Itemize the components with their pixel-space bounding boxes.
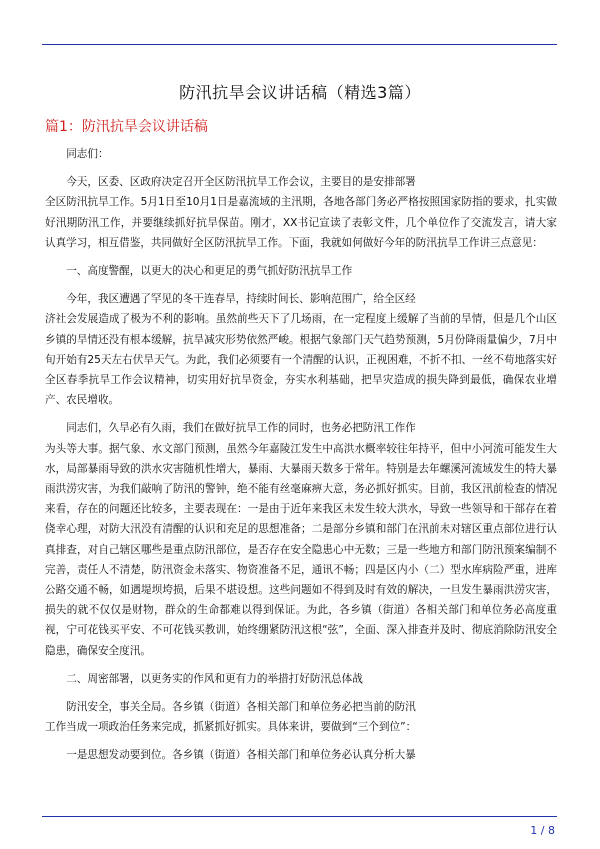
- footer-rule: [42, 816, 557, 817]
- paragraph-3: [45, 418, 557, 660]
- paragraph-1: [45, 172, 557, 253]
- paragraph-1-rest: 全区防汛抗旱工作。5月1日至10月1日是嘉流域的主汛期，各地各部门务必严格按照国家防指的要求，扎实做好汛期防汛工作，并要继续抓好抗旱保苗。刚才，XX书记宣读了表彰文件，几个单位作了交流发言，请大家认真学习，相互借鉴，共同做好全区防汛抗旱工作。下面，我就如何做好今年的防汛抗旱工作讲三点意见：: [45, 196, 557, 249]
- page-indicator: 1 / 8: [530, 824, 555, 837]
- section-heading: 篇1：防汛抗旱会议讲话稿: [45, 119, 208, 135]
- salutation: 同志们：: [66, 148, 109, 160]
- paragraph-2-rest: 济社会发展造成了极为不利的影响。虽然前些天下了几场雨，在一定程度上缓解了当前的旱情，但是几个山区乡镇的旱情还没有根本缓解，抗旱减灾形势依然严峻。根据气象部门天气趋势预测，5月份降雨量偏少，7月中旬开始有25天左右伏旱天气。为此，我们必须要有一个清醒的认识，正视困难，不折不扣、一丝不苟地落实好全区春季抗旱工作会议精神，切实用好抗旱资金，夯实水利基础，把旱灾造成的损失降到最低，确保农业增产、农民增收。: [45, 313, 557, 407]
- paragraph-5: 一是思想发动要到位。各乡镇（街道）各相关部门和单位务必认真分析大暴: [66, 749, 416, 762]
- paragraph-1-first-line: 今天，区委、区政府决定召开全区防汛抗旱工作会议，主要目的是安排部署: [66, 176, 416, 189]
- paragraph-2-first-line: 今年，我区遭遇了罕见的冬干连春旱，持续时间长、影响范围广，给全区经: [66, 293, 416, 306]
- document-title: 防汛抗旱会议讲话稿（精选3篇）: [179, 83, 421, 102]
- paragraph-2: [45, 289, 557, 410]
- header-rule: [42, 44, 557, 45]
- paragraph-3-first-line: 同志们，久旱必有久雨，我们在做好抗旱工作的同时，也务必把防汛工作作: [66, 422, 416, 435]
- paragraph-3-rest: 为头等大事。据气象、水文部门预测，虽然今年嘉陵江发生中高洪水概率较往年持平，但中小河流可能发生大水，局部暴雨导致的洪水灾害随机性增大，暴雨、大暴雨天数多于常年。特别是去年螺溪河流域发生的特大暴雨洪涝灾害，为我们敲响了防汛的警钟，绝不能有丝毫麻痹大意，务必抓好抓实。目前，我区汛前检查的情况来看，存在的问题还比较多，主要表现在：一是由于近年来我区未发生较大洪水，导致一些领导和干部存在着侥幸心理，对防大汛没有清醒的认识和充足的思想准备；二是部分乡镇和部门在汛前未对辖区重点部位进行认真排查，对自己辖区哪些是重点防汛部位，是否存在安全隐患心中无数；三是一些地方和部门防汛预案编制不完善，责任人不清楚，防汛资金未落实、物资准备不足，通讯不畅；四是区内小（二）型水库病险严重，进库公路交通不畅，如遇堤坝垮损，后果不堪设想。这些问题如不得到及时有效的解决，一旦发生暴雨洪涝灾害，损失的就不仅仅是财物，群众的生命都难以得到保证。为此，各乡镇（街道）各相关部门和单位务必高度重视，宁可花钱买平安、不可花钱买教训，始终绷紧防汛这根“弦”，全面、深入排查并及时、彻底消除防汛安全隐患，确保安全度汛。: [45, 442, 557, 657]
- heading-2: 二、周密部署，以更务实的作风和更有力的举措打好防汛总体战: [66, 672, 363, 685]
- document-body: [45, 140, 557, 766]
- paragraph-4-rest: 工作当成一项政治任务来完成，抓紧抓好抓实。具体来讲，要做到“三个到位”：: [45, 721, 417, 734]
- paragraph-4-first-line: 防汛安全，事关全局。各乡镇（街道）各相关部门和单位务必把当前的防汛: [66, 701, 416, 714]
- paragraph-4: [45, 697, 557, 737]
- heading-1: 一、高度警醒，以更大的决心和更足的勇气抓好防汛抗旱工作: [66, 265, 353, 278]
